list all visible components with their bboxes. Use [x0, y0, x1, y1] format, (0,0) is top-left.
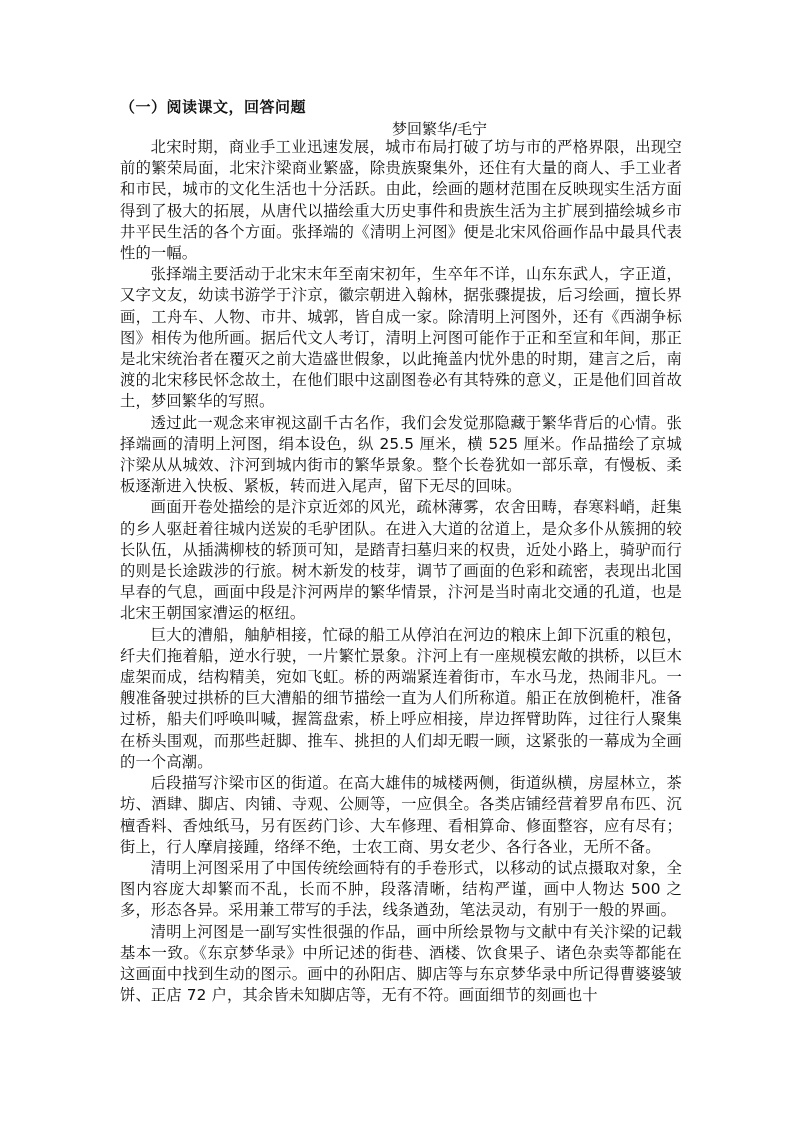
paragraph: 清明上河图是一副写实性很强的作品，画中所绘景物与文献中有关汴梁的记载基本一致。《东京梦华录》中所记述的街巷、酒楼、饮食果子、诸色杂卖等都能在这画面中找到生动的图示。画中的孙阳店、脚店等与东京梦华录中所记得曹婆婆皱饼、正店 72 户，其余皆未知脚店等，无有不符。画面细节的刻画也十: [120, 922, 682, 1005]
paragraph: 巨大的漕船，舳舻相接，忙碌的船工从停泊在河边的粮床上卸下沉重的粮包，纤夫们拖着船，逆水行驶，一片繁忙景象。汴河上有一座规模宏敞的拱桥，以巨木虚架而成，结构精美，宛如飞虹。桥的两端紧连着街市，车水马龙，热闹非凡。一艘准备驶过拱桥的巨大漕船的细节描绘一直为人们所称道。船正在放倒桅杆，准备过桥，船夫们呼唤叫喊，握篙盘索，桥上呼应相接，岸边挥臂助阵，过往行人聚集在桥头围观，而那些赶脚、推车、挑担的人们却无暇一顾，这紧张的一幕成为全画的一个高潮。: [120, 625, 682, 771]
article-title: 梦回繁华/毛宁: [392, 120, 488, 138]
paragraph: 清明上河图采用了中国传统绘画特有的手卷形式，以移动的试点摄取对象，全图内容庞大却繁而不乱，长而不肿，段落清晰，结构严谨，画中人物达 500 之多，形态各异。采用兼工带写的手法，线条遒劲，笔法灵动，有别于一般的界画。: [120, 858, 682, 920]
paragraph: 北宋时期，商业手工业迅速发展，城市布局打破了坊与市的严格界限，出现空前的繁荣局面，北宋汴梁商业繁盛，除贵族聚集外，还住有大量的商人、手工业者和市民，城市的文化生活也十分活跃。由此，绘画的题材范围在反映现实生活方面得到了极大的拓展，从唐代以描绘重大历史事件和贵族生活为主扩展到描绘城乡市井平民生活的各个方面。张择端的《清明上河图》便是北宋风俗画作品中最具代表性的一幅。: [120, 138, 682, 263]
paragraph: 张择端主要活动于北宋末年至南宋初年，生卒年不详，山东东武人，字正道，又字文友，幼读书游学于汴京，徽宗朝进入翰林，据张骤提拔，后习绘画，擅长界画，工舟车、人物、市井、城郭，皆自成一家。除清明上河图外，还有《西湖争标图》相传为他所画。据后代文人考订，清明上河图可能作于正和至宣和年间，那正是北宋统治者在覆灭之前大造盛世假象，以此掩盖内忧外患的时期，建言之后，南渡的北宋移民怀念故土，在他们眼中这副图卷必有其特殊的意义，正是他们回首故土，梦回繁华的写照。: [120, 265, 682, 411]
article-body: [120, 137, 682, 1006]
paragraph: 透过此一观念来审视这副千古名作，我们会发觉那隐藏于繁华背后的心情。张择端画的清明上河图，绢本设色，纵 25.5 厘米，横 525 厘米。作品描绘了京城汴梁从从城效、汴河到城内街市的繁华景象。整个长卷犹如一部乐章，有慢板、柔板逐渐进入快板、紧板，转而进入尾声，留下无尽的回味。: [120, 413, 682, 496]
paragraph: 后段描写汴梁市区的街道。在高大雄伟的城楼两侧，街道纵横，房屋林立，茶坊、酒肆、脚店、肉铺、寺观、公厕等，一应俱全。各类店铺经营着罗帛布匹、沉檀香料、香烛纸马，另有医药门诊、大车修理、看相算命、修面整容，应有尽有；街上，行人摩肩接踵，络绎不绝，士农工商、男女老少、各行各业，无所不备。: [120, 774, 682, 856]
paragraph: 画面开卷处描绘的是汴京近郊的风光，疏林薄雾，农舍田畴，春寒料峭，赶集的乡人驱赶着往城内送炭的毛驴团队。在进入大道的岔道上，是众多仆从簇拥的较长队伍，从插满柳枝的轿顶可知，是踏青扫墓归来的权贵，近处小路上，骑驴而行的则是长途跋涉的行旅。树木新发的枝芽，调节了画面的色彩和疏密，表现出北国早春的气息，画面中段是汴河两岸的繁华情景，汴河是当时南北交通的孔道，也是北宋王朝国家漕运的枢纽。: [120, 498, 682, 623]
section-heading: （一）阅读课文，回答问题: [120, 98, 307, 116]
